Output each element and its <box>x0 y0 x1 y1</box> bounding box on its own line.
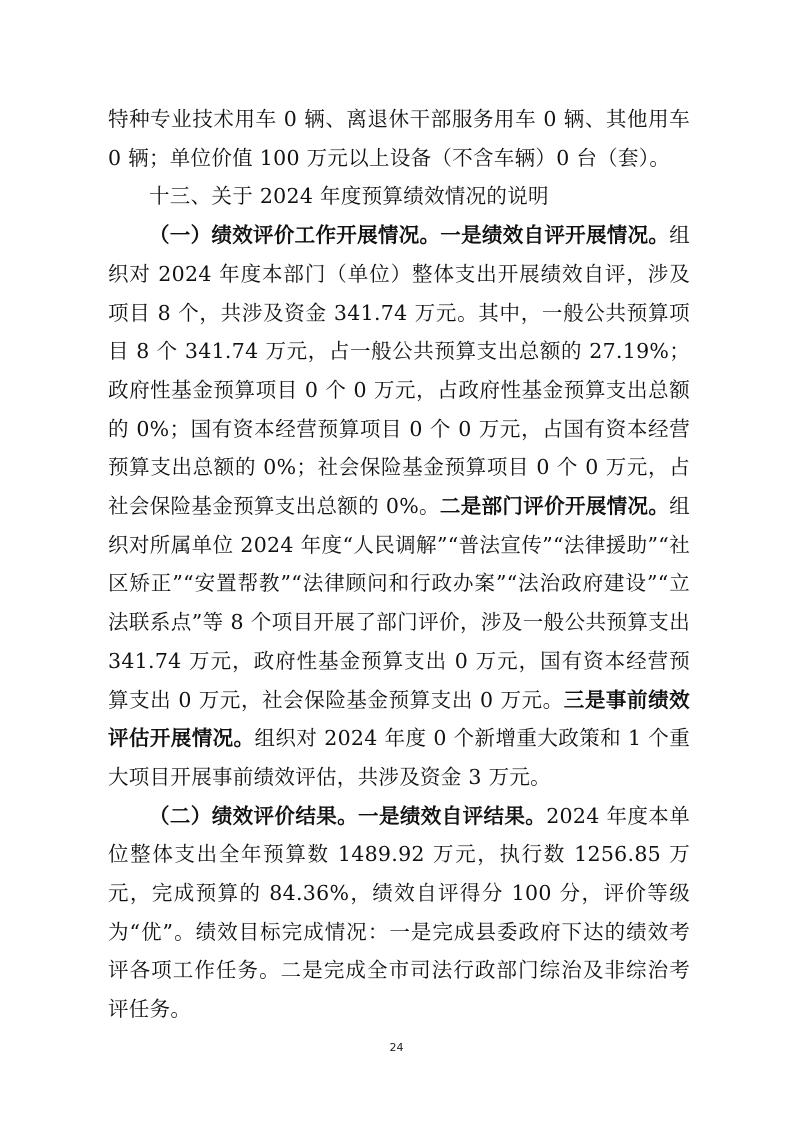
paragraph-evaluation-work <box>108 216 690 797</box>
body-text <box>108 100 690 1029</box>
paragraph-evaluation-results <box>108 797 690 1029</box>
subheading-evaluation-results: （二）绩效评价结果。一是绩效自评结果。 <box>149 803 547 828</box>
ex-ante-evaluation-text: 组织对 2024 年度 0 个新增重大政策和 1 个重大项目开展事前绩效评估，共涉及资金 3 万元。 <box>108 726 690 789</box>
subheading-ex-ante-evaluation: 三是事前绩效评估开展情况。 <box>108 687 690 751</box>
subheading-evaluation-work: （一）绩效评价工作开展情况。一是绩效自评开展情况。 <box>149 223 670 248</box>
evaluation-results-text: 2024 年度本单位整体支出全年预算数 1489.92 万元，执行数 1256.85 万元，完成预算的 84.36%，绩效自评得分 100 分，评价等级为“优”。绩效目标完成情况：一是完成县委政府下达的绩效考评各项工作任务。二是完成全市司法行政部门综治及非综治考评任务。 <box>108 803 690 1022</box>
department-evaluation-text: 组织对所属单位 2024 年度“人民调解”“普法宣传”“法律援助”“社区矫正”“安置帮教”“法律顾问和行政办案”“法治政府建设”“立法联系点”等 8 个项目开展了部门评价，涉及一般公共预算支出 341.74 万元，政府性基金预算支出 0 万元，国有资本经营预算支出 0 万元，社会保险基金预算支出 0 万元。 <box>108 494 690 712</box>
self-evaluation-text: 组织对 2024 年度本部门（单位）整体支出开展绩效自评，涉及项目 8 个，共涉及资金 341.74 万元。其中，一般公共预算项目 8 个 341.74 万元，占一般公共预算支出总额的 27.19%；政府性基金预算项目 0 个 0 万元，占政府性基金预算支出总额的 0%；国有资本经营预算项目 0 个 0 万元，占国有资本经营预算支出总额的 0%；社会保险基金预算项目 0 个 0 万元，占社会保险基金预算支出总额的 0%。 <box>108 223 690 519</box>
subheading-department-evaluation: 二是部门评价开展情况。 <box>439 494 670 519</box>
section-heading-13: 十三、关于 2024 年度预算绩效情况的说明 <box>149 184 549 209</box>
paragraph-vehicles: 特种专业技术用车 0 辆、离退休干部服务用车 0 辆、其他用车 0 辆；单位价值 100 万元以上设备（不含车辆）0 台（套）。 <box>108 107 690 170</box>
page-number: 24 <box>389 1041 404 1054</box>
